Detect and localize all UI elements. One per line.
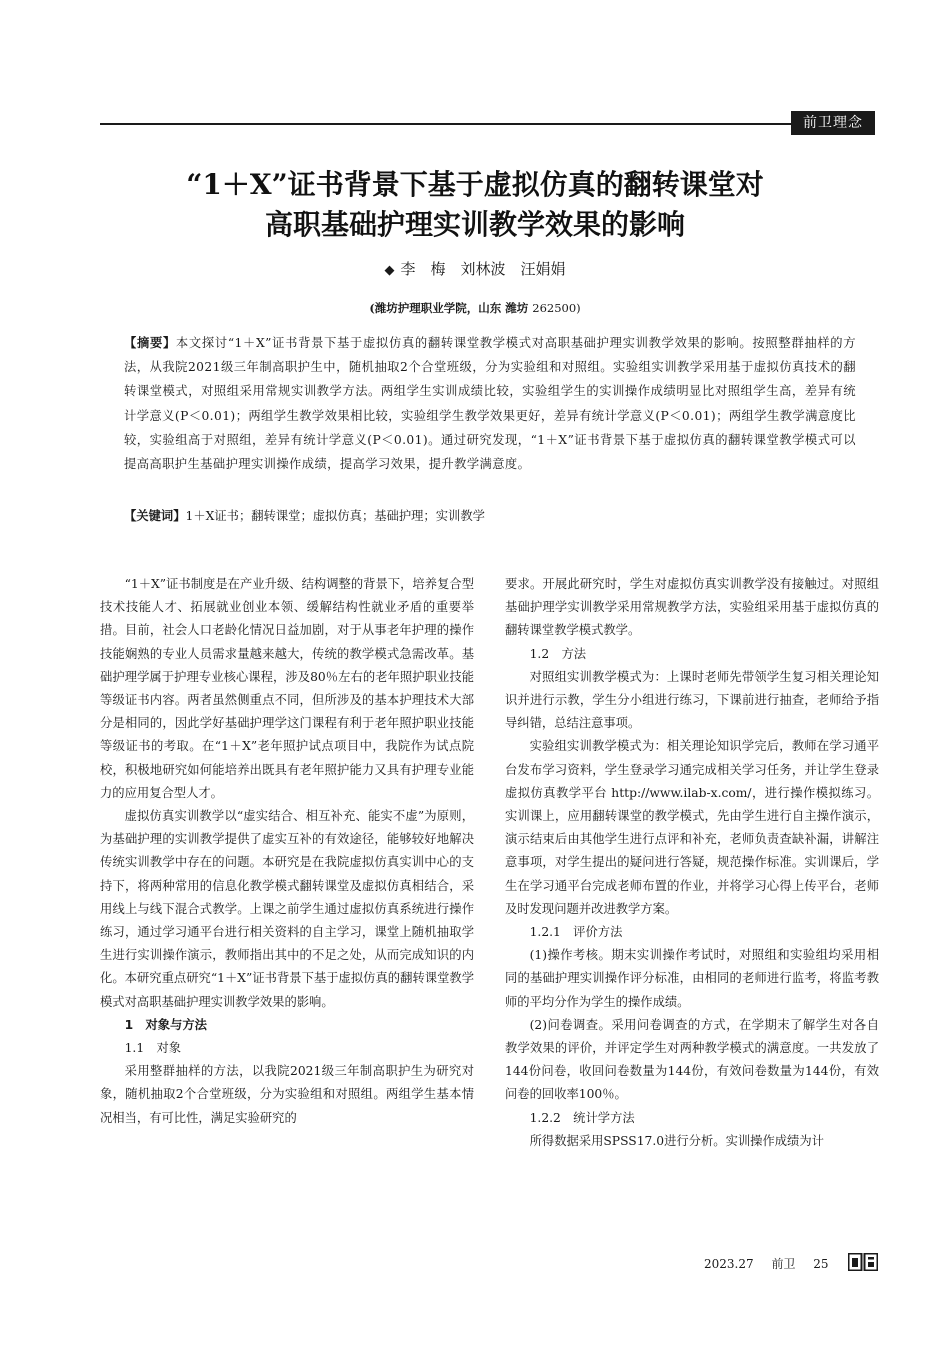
keywords-text: 1＋X证书；翻转课堂；虚拟仿真；基础护理；实训教学: [185, 509, 485, 523]
paragraph: 所得数据采用SPSS17.0进行分析。实训操作成绩为计: [529, 1133, 824, 1148]
page-footer: [704, 1254, 843, 1274]
subsection-heading: 1.2.2 统计学方法: [529, 1110, 635, 1125]
abstract: [124, 331, 856, 476]
section-heading: 1 对象与方法: [124, 1017, 207, 1032]
paragraph: 对照组实训教学模式为：上课时老师先带领学生复习相关理论知识并进行示教，学生分小组进行练习，下课前进行抽查，老师给予指导纠错，总结注意事项。: [505, 669, 879, 731]
paragraph: 实验组实训教学模式为：相关理论知识学完后，教师在学习通平台发布学习资料，学生登录学习通完成相关学习任务，并让学生登录虚拟仿真教学平台 http://www.ilab-x.com/，进行操作模拟练习。实训课上，应用翻转课堂的教学模式，先由学生进行自主操作演示，演示结束后由其他学生进行点评和补充，老师负责查缺补漏，讲解注意事项，对学生提出的疑问进行答疑，规范操作标准。实训课后，学生在学习通平台完成老师布置的作业，并将学习心得上传平台，老师及时发现问题并改进教学方案。: [505, 739, 879, 916]
title-line-1: “1＋X”证书背景下基于虚拟仿真的翻转课堂对: [186, 168, 764, 201]
affiliation-zip: 262500): [532, 301, 581, 315]
section-tag: 前卫理念: [791, 111, 875, 135]
abstract-text: 本文探讨“1＋X”证书背景下基于虚拟仿真的翻转课堂教学模式对高职基础护理实训教学效果的影响。按照整群抽样的方法，从我院2021级三年制高职护生中，随机抽取2个合堂班级，分为实验组和对照组。实验组实训教学采用基于虚拟仿真技术的翻转课堂模式，对照组采用常规实训教学方法。两组学生实训成绩比较，实验组学生的实训操作成绩明显比对照组学生高，差异有统计学意义(P＜0.01)；两组学生教学效果相比较，实验组学生教学效果更好，差异有统计学意义(P＜0.01)；两组学生教学满意度比较，实验组高于对照组，差异有统计学意义(P＜0.01)。通过研究发现，“1＋X”证书背景下基于虚拟仿真的翻转课堂教学模式可以提高高职护生基础护理实训操作成绩，提高学习效果，提升教学满意度。: [124, 336, 856, 472]
journal-name: 前卫: [771, 1257, 796, 1271]
subsection-heading: 1.2 方法: [529, 646, 587, 661]
diamond-bullet-icon: ◆: [384, 263, 395, 278]
paragraph: “1＋X”证书制度是在产业升级、结构调整的背景下，培养复合型技术技能人才、拓展就业创业本领、缓解结构性就业矛盾的重要举措。目前，社会人口老龄化情况日益加剧，对于从事老年护理的操作技能娴熟的专业人员需求量越来越大，传统的教学模式急需改革。基础护理学属于护理专业核心课程，涉及80％左右的老年照护职业技能等级证书内容。两者虽然侧重点不同，但所涉及的基本护理技术大部分是相同的，因此学好基础护理学这门课程有利于老年照护职业技能等级证书的考取。在“1＋X”老年照护试点项目中，我院作为试点院校，积极地研究如何能培养出既具有老年照护能力又具有护理专业能力的应用复合型人才。: [100, 577, 474, 800]
authors: 李 梅 刘林波 汪娟娟: [400, 260, 566, 278]
abstract-label: 【摘要】: [124, 336, 176, 350]
paragraph: (1)操作考核。期末实训操作考试时，对照组和实验组均采用相同的基础护理实训操作评分标准，由相同的老师进行监考，将监考教师的平均分作为学生的操作成绩。: [505, 948, 879, 1009]
title-line-2: 高职基础护理实训教学效果的影响: [264, 208, 685, 241]
paragraph: 虚拟仿真实训教学以“虚实结合、相互补充、能实不虚”为原则，为基础护理的实训教学提供了虚实互补的有效途径，能够较好地解决传统实训教学中存在的问题。本研究是在我院虚拟仿真实训中心的支持下，将两种常用的信息化教学模式翻转课堂及虚拟仿真相结合，采用线上与线下混合式教学。上课之前学生通过虚拟仿真系统进行操作练习，通过学习通平台进行相关资料的自主学习，课堂上随机抽取学生进行实训操作演示，教师指出其中的不足之处，从而完成知识的内化。本研究重点研究“1＋X”证书背景下基于虚拟仿真的翻转课堂教学模式对高职基础护理实训教学效果的影响。: [100, 809, 474, 1009]
issue-number: 2023.27: [704, 1257, 754, 1271]
journal-logo-icon: [848, 1253, 878, 1271]
paragraph: 采用整群抽样的方法，以我院2021级三年制高职护生为研究对象，随机抽取2个合堂班级，分为实验组和对照组。两组学生基本情况相当，有可比性，满足实验研究的: [100, 1064, 474, 1125]
body-column-right: [505, 573, 879, 1153]
page-number: 25: [813, 1257, 829, 1271]
author-line: [0, 257, 950, 283]
subsection-heading: 1.1 对象: [124, 1041, 182, 1056]
keywords-label: 【关键词】: [124, 509, 186, 523]
header-rule: [100, 123, 796, 125]
affiliation: [0, 298, 950, 318]
keywords: [124, 504, 856, 528]
subsection-heading: 1.2.1 评价方法: [529, 925, 623, 940]
affiliation-text: (潍坊护理职业学院，山东 潍坊: [369, 301, 529, 315]
paragraph: (2)问卷调查。采用问卷调查的方式，在学期末了解学生对各自教学效果的评价，并评定学生对两种教学模式的满意度。一共发放了144份问卷，收回问卷数量为144份，有效问卷数量为144份，有效问卷的回收率100％。: [505, 1017, 879, 1102]
body-column-left: [100, 573, 474, 1130]
paragraph: 要求。开展此研究时，学生对虚拟仿真实训教学没有接触过。对照组基础护理学实训教学采用常规教学方法，实验组采用基于虚拟仿真的翻转课堂教学模式教学。: [505, 577, 879, 638]
article-title: [0, 165, 950, 245]
